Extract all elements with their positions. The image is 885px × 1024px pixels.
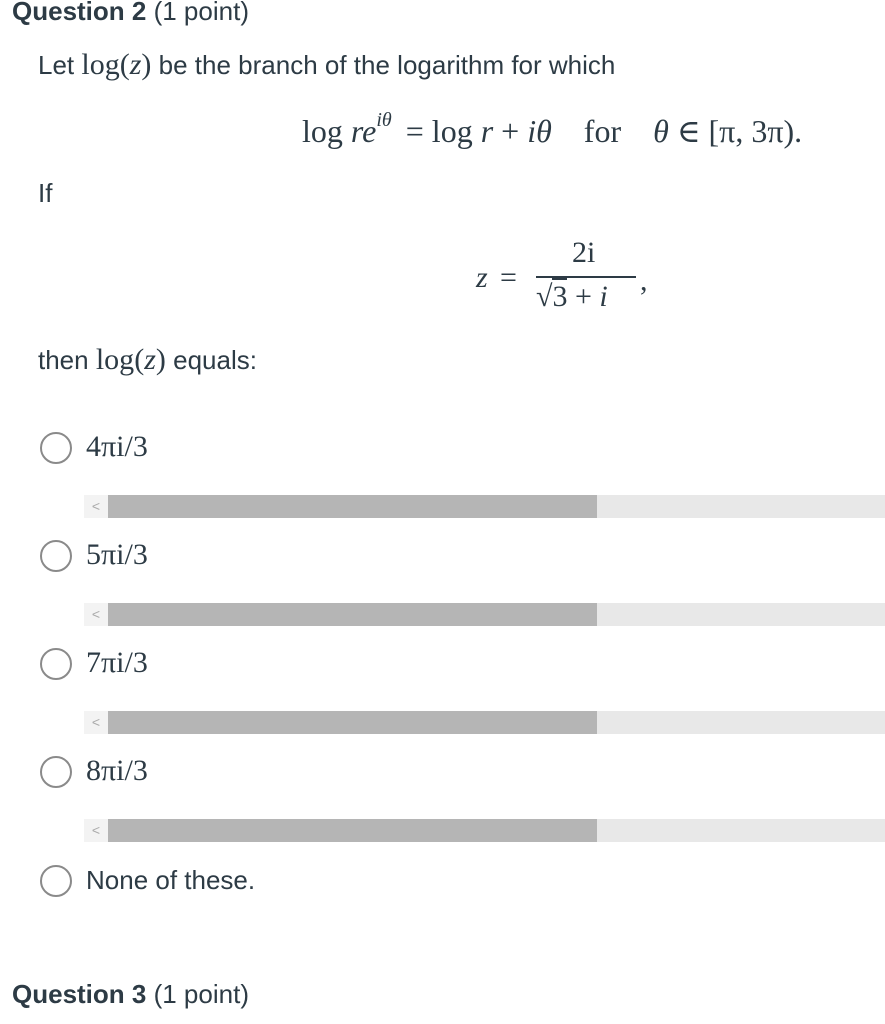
horizontal-scrollbar[interactable] (84, 603, 885, 626)
intro-math (81, 48, 151, 81)
eq2-comma: , (640, 264, 648, 297)
scroll-thumb[interactable] (108, 819, 597, 842)
if-text: If (38, 178, 53, 208)
answer-option[interactable] (40, 646, 885, 686)
eq1-rhs-log: log (431, 113, 473, 149)
question-2-header (12, 0, 249, 27)
scroll-left-arrow-icon[interactable]: < (84, 495, 108, 518)
option-label: None of these. (86, 865, 256, 895)
eq1-lhs-r: r (350, 113, 363, 149)
fraction-bar (536, 276, 636, 278)
intro-var: z (129, 48, 142, 81)
then-log: log (95, 343, 135, 376)
eq1-interval: [π, 3π). (708, 113, 803, 149)
eq1-plus: + (501, 113, 520, 149)
scroll-left-arrow-icon[interactable]: < (84, 819, 108, 842)
option-label: 8πi/3 (86, 754, 148, 787)
question-title: Question 2 (12, 0, 147, 26)
then-var: z (144, 343, 156, 376)
answer-option[interactable] (40, 538, 885, 578)
eq2-plus: + (574, 280, 592, 313)
eq1-rhs-itheta: iθ (527, 113, 552, 149)
answer-option[interactable] (40, 863, 885, 903)
scroll-thumb[interactable] (108, 495, 597, 518)
option-label: 4πi/3 (86, 430, 148, 463)
radio-button[interactable] (40, 648, 72, 680)
eq1-equals: = (405, 113, 424, 149)
option-label: 5πi/3 (86, 538, 148, 571)
question-points: (1 point) (153, 0, 249, 26)
question-points: (1 point) (153, 979, 249, 1009)
eq1-theta: θ (653, 113, 669, 149)
eq1-for: for (583, 113, 622, 149)
scroll-thumb[interactable] (108, 711, 597, 734)
radical-sign: √ (536, 280, 553, 313)
then-suffix: equals: (173, 345, 257, 375)
eq2-i: i (599, 280, 608, 313)
radio-button[interactable] (40, 865, 72, 897)
intro-log: log (81, 48, 120, 81)
intro-suffix: be the branch of the logarithm for which (158, 50, 616, 80)
radio-button[interactable] (40, 432, 72, 464)
z-equation (476, 236, 676, 326)
eq2-numerator: 2i (572, 236, 596, 269)
then-open-paren: ( (134, 343, 145, 376)
question-3-header (12, 979, 249, 1010)
eq1-rhs-r: r (480, 113, 494, 149)
then-math (96, 343, 166, 376)
scroll-left-arrow-icon[interactable]: < (84, 711, 108, 734)
eq2-lhs: z (476, 261, 488, 294)
intro-open-paren: ( (119, 48, 130, 81)
question-title: Question 3 (12, 979, 147, 1009)
horizontal-scrollbar[interactable] (84, 495, 885, 518)
horizontal-scrollbar[interactable] (84, 711, 885, 734)
eq1-lhs-log: log (302, 113, 343, 149)
question-intro (38, 48, 615, 82)
scroll-thumb[interactable] (108, 603, 597, 626)
eq1-lhs-e: e (362, 113, 377, 149)
answer-option[interactable] (40, 430, 885, 470)
intro-prefix: Let (38, 50, 75, 80)
horizontal-scrollbar[interactable] (84, 819, 885, 842)
answer-option[interactable] (40, 754, 885, 794)
radio-button[interactable] (40, 540, 72, 572)
scroll-left-arrow-icon[interactable]: < (84, 603, 108, 626)
eq1-exponent: iθ (376, 109, 392, 132)
eq2-equals: = (500, 261, 517, 294)
eq2-radicand: 3 (552, 280, 568, 313)
eq2-denominator (536, 280, 608, 314)
radio-button[interactable] (40, 756, 72, 788)
then-prefix: then (38, 345, 89, 375)
branch-equation (302, 109, 803, 150)
option-label: 7πi/3 (86, 646, 148, 679)
then-close-paren: ) (155, 343, 166, 376)
eq1-element-of: ∈ (676, 113, 701, 149)
question-prompt (38, 343, 257, 377)
intro-close-paren: ) (141, 48, 152, 81)
